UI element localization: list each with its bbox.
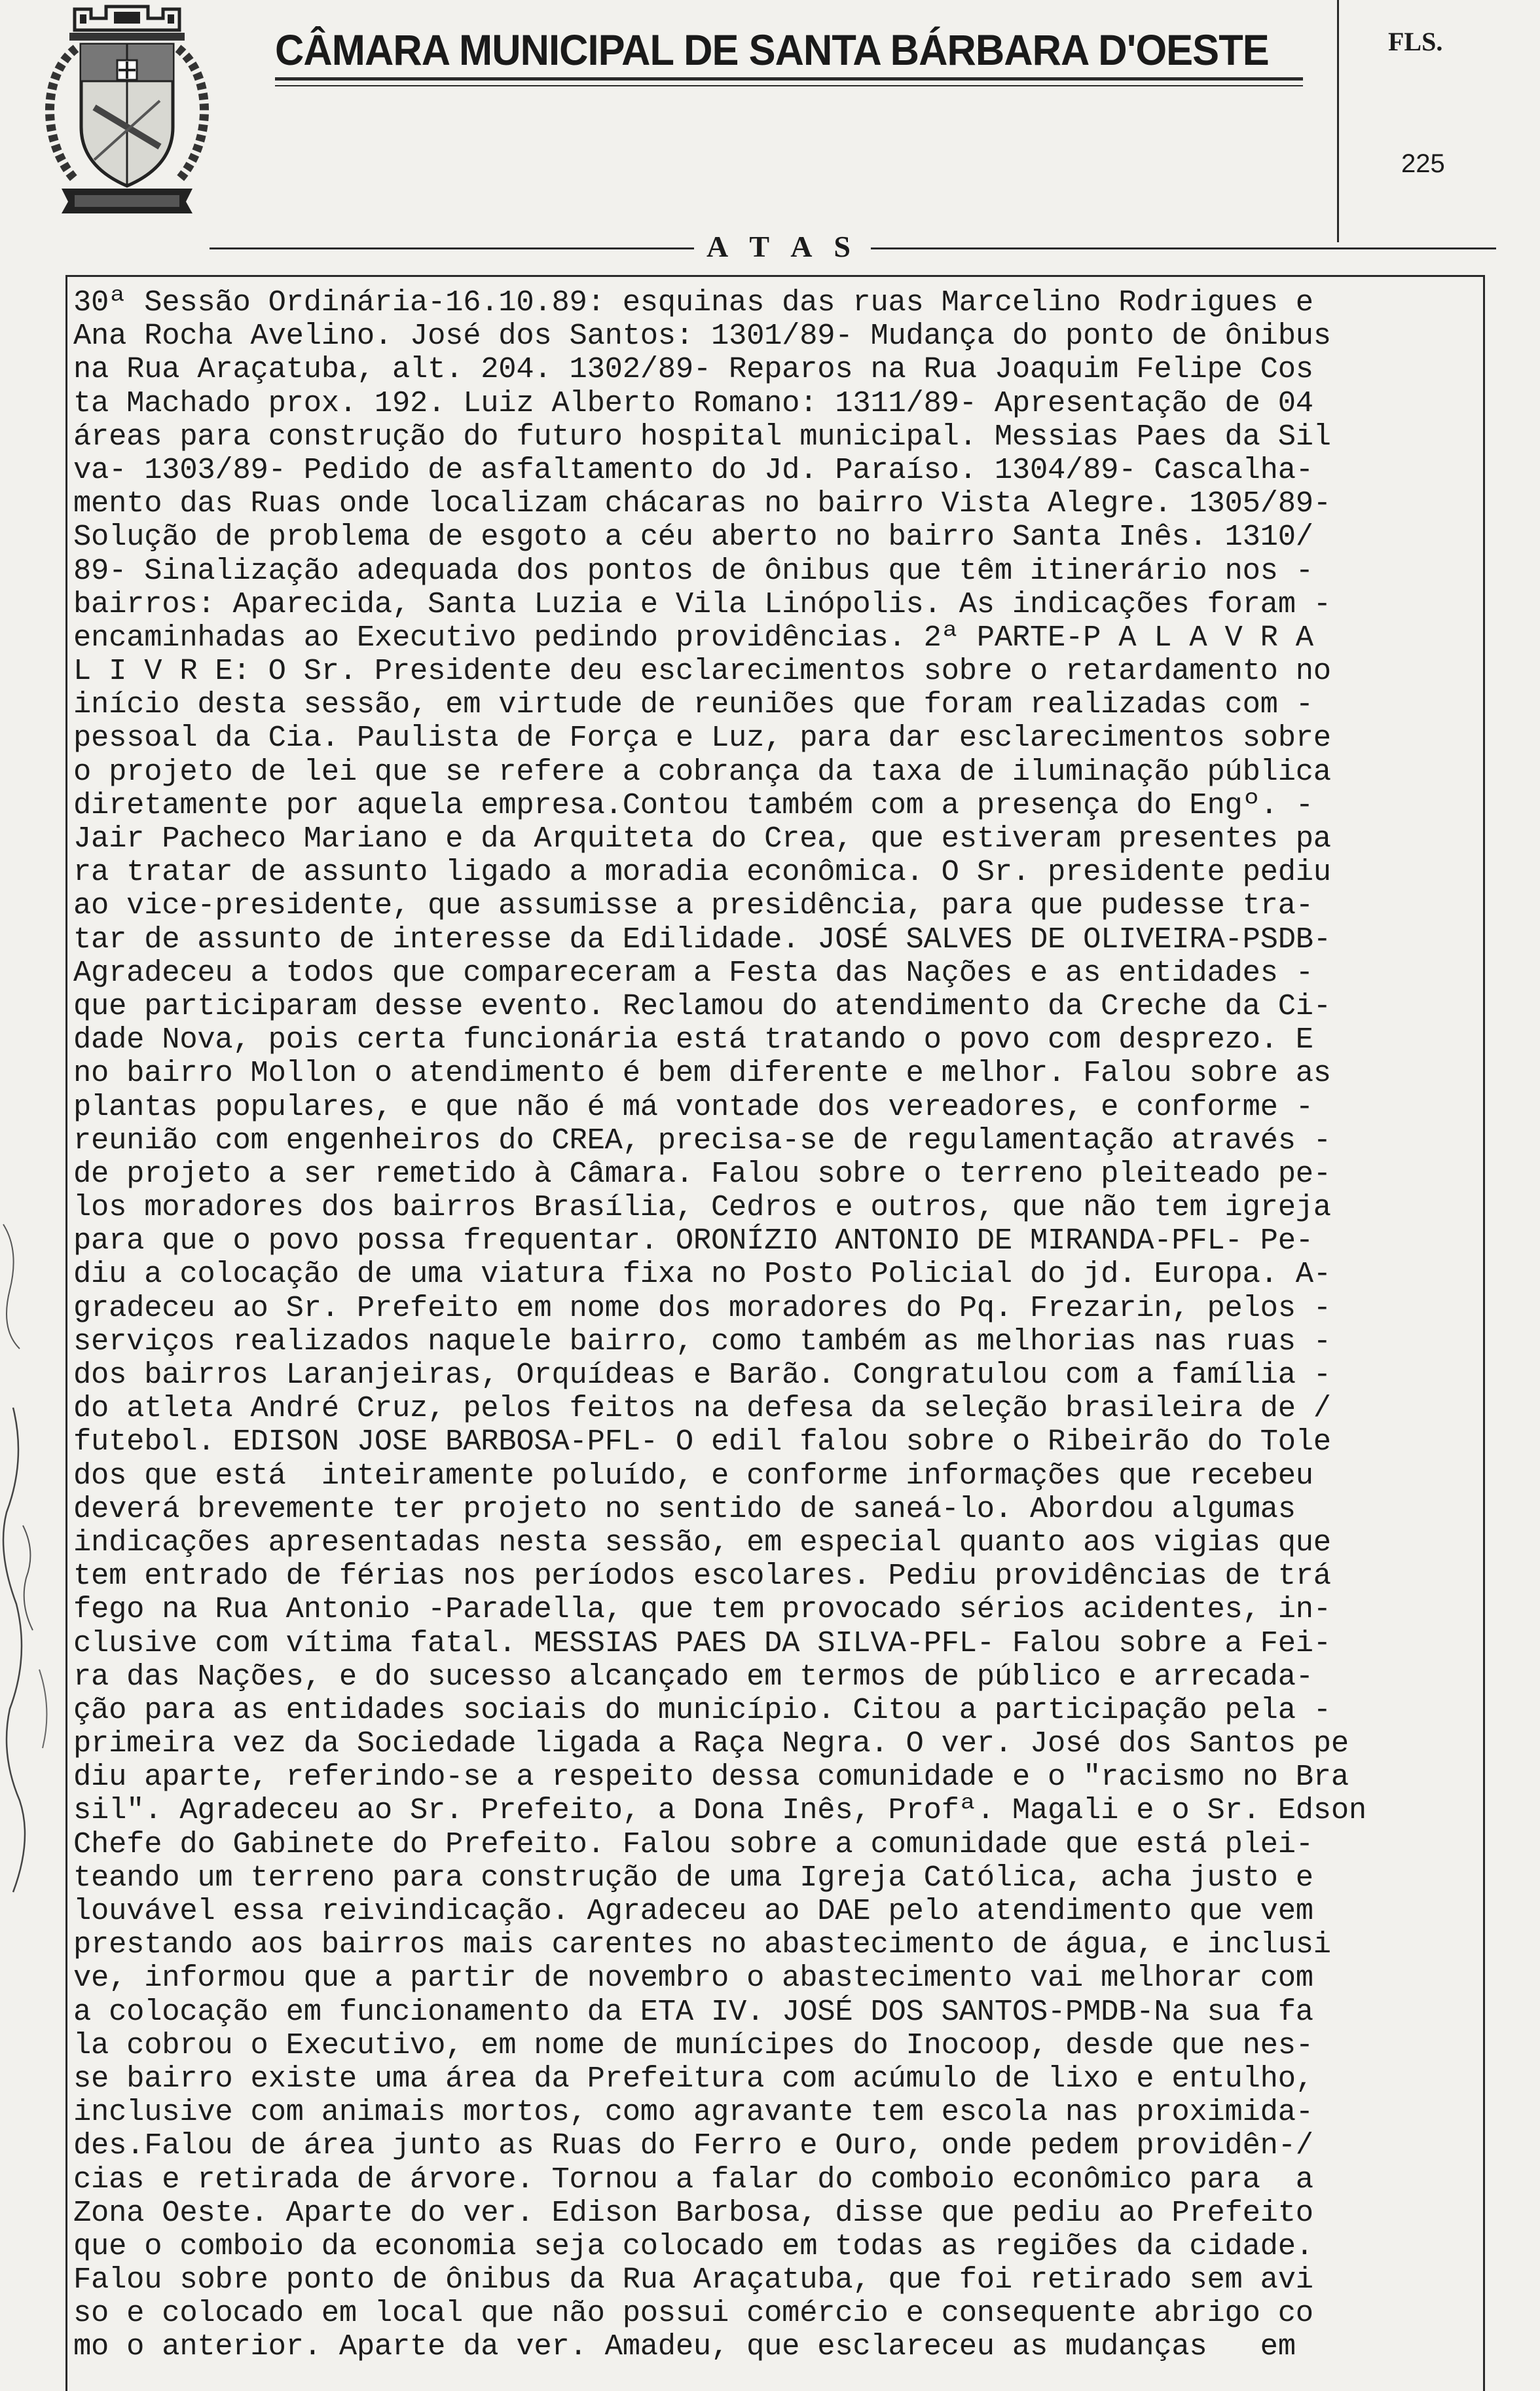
text-line: cias e retirada de árvore. Tornou a falar do comboio econômico para a: [73, 2162, 1313, 2197]
text-line: ra tratar de assunto ligado a moradia econômica. O Sr. presidente pediu: [73, 855, 1331, 890]
text-line: louvável essa reivindicação. Agradeceu ao DAE pelo atendimento que vem: [73, 1894, 1313, 1928]
coat-of-arms-emblem: [29, 3, 225, 219]
title-rule-thick: [275, 77, 1303, 81]
folio-label: FLS.: [1388, 27, 1443, 56]
text-line: mento das Ruas onde localizam chácaras no bairro Vista Alegre. 1305/89-: [73, 486, 1331, 521]
section-title: A T A S: [706, 230, 858, 263]
text-line: dade Nova, pois certa funcionária está tratando o povo com desprezo. E: [73, 1023, 1313, 1057]
text-line: diu a colocação de uma viatura fixa no Posto Policial do jd. Europa. A-: [73, 1257, 1331, 1292]
text-line: so e colocado em local que não possui comércio e consequente abrigo co: [73, 2296, 1313, 2331]
text-line: Zona Oeste. Aparte do ver. Edison Barbosa, disse que pediu ao Prefeito: [73, 2195, 1313, 2230]
text-line: sil". Agradeceu ao Sr. Prefeito, a Dona Inês, Profª. Magali e o Sr. Edson: [73, 1793, 1366, 1828]
text-line: prestando aos bairros mais carentes no abastecimento de água, e inclusi: [73, 1927, 1331, 1962]
text-line: encaminhadas ao Executivo pedindo providências. 2ª PARTE-P A L A V R A: [73, 620, 1313, 655]
text-line: para que o povo possa frequentar. ORONÍZIO ANTONIO DE MIRANDA-PFL- Pe-: [73, 1224, 1313, 1258]
text-line: ção para as entidades sociais do município. Citou a participação pela -: [73, 1692, 1331, 1727]
text-line: 30ª Sessão Ordinária-16.10.89: esquinas das ruas Marcelino Rodrigues e: [73, 285, 1313, 319]
text-line: indicações apresentadas nesta sessão, em especial quanto aos vigias que: [73, 1525, 1331, 1560]
text-line: la cobrou o Executivo, em nome de munícipes do Inocoop, desde que nes-: [73, 2028, 1313, 2062]
page-number: 225: [1401, 149, 1445, 178]
text-line: a colocação em funcionamento da ETA IV. JOSÉ DOS SANTOS-PMDB-Na sua fa: [73, 1994, 1313, 2029]
text-line: do atleta André Cruz, pelos feitos na defesa da seleção brasileira de /: [73, 1391, 1331, 1426]
text-line: fego na Rua Antonio -Paradella, que tem provocado sérios acidentes, in-: [73, 1592, 1331, 1627]
text-line: va- 1303/89- Pedido de asfaltamento do Jd. Paraíso. 1304/89- Cascalha-: [73, 452, 1313, 487]
text-line: gradeceu ao Sr. Prefeito em nome dos moradores do Pq. Frezarin, pelos -: [73, 1290, 1331, 1325]
text-line: inclusive com animais mortos, como agravante tem escola nas proximida-: [73, 2095, 1313, 2130]
text-line: Falou sobre ponto de ônibus da Rua Araçatuba, que foi retirado sem avi: [73, 2263, 1313, 2297]
section-rule-right: [871, 247, 1496, 249]
section-rule-left: [210, 247, 694, 249]
text-line: na Rua Araçatuba, alt. 204. 1302/89- Reparos na Rua Joaquim Felipe Cos: [73, 352, 1313, 387]
text-line: bairros: Aparecida, Santa Luzia e Vila Linópolis. As indicações foram -: [73, 587, 1331, 621]
text-line: clusive com vítima fatal. MESSIAS PAES DA SILVA-PFL- Falou sobre a Fei-: [73, 1626, 1331, 1660]
text-line: ta Machado prox. 192. Luiz Alberto Romano: 1311/89- Apresentação de 04: [73, 386, 1313, 420]
text-line: áreas para construção do futuro hospital municipal. Messias Paes da Sil: [73, 419, 1331, 454]
text-line: diu aparte, referindo-se a respeito dessa comunidade e o "racismo no Bra: [73, 1760, 1349, 1795]
header-divider: [1337, 0, 1339, 242]
institution-title: CÂMARA MUNICIPAL DE SANTA BÁRBARA D'OESTE: [275, 26, 1269, 74]
text-line: Chefe do Gabinete do Prefeito. Falou sobre a comunidade que está plei-: [73, 1827, 1313, 1861]
text-line: pessoal da Cia. Paulista de Força e Luz, para dar esclarecimentos sobre: [73, 721, 1331, 756]
text-line: tar de assunto de interesse da Edilidade. JOSÉ SALVES DE OLIVEIRA-PSDB-: [73, 922, 1331, 957]
text-line: ra das Nações, e do sucesso alcançado em termos de público e arrecada-: [73, 1659, 1313, 1694]
text-line: ve, informou que a partir de novembro o abastecimento vai melhorar com: [73, 1961, 1313, 1996]
text-line: los moradores dos bairros Brasília, Cedros e outros, que não tem igreja: [73, 1190, 1331, 1225]
text-line: plantas populares, e que não é má vontade dos vereadores, e conforme -: [73, 1089, 1313, 1124]
text-line: dos bairros Laranjeiras, Orquídeas e Barão. Congratulou com a família -: [73, 1358, 1331, 1392]
text-line: des.Falou de área junto as Ruas do Ferro e Ouro, onde pedem providên-/: [73, 2128, 1313, 2163]
text-line: tem entrado de férias nos períodos escolares. Pediu providências de trá: [73, 1559, 1331, 1594]
text-line: mo o anterior. Aparte da ver. Amadeu, que esclareceu as mudanças em: [73, 2329, 1296, 2364]
text-line: no bairro Mollon o atendimento é bem diferente e melhor. Falou sobre as: [73, 1056, 1331, 1091]
minutes-body: [73, 286, 1501, 2364]
text-line: teando um terreno para construção de uma Igreja Católica, acha justo e: [73, 1860, 1313, 1895]
text-line: reunião com engenheiros do CREA, precisa-se de regulamentação através -: [73, 1123, 1331, 1158]
text-line: Ana Rocha Avelino. José dos Santos: 1301/89- Mudança do ponto de ônibus: [73, 319, 1331, 354]
text-line: diretamente por aquela empresa.Contou também com a presença do Engº. -: [73, 788, 1313, 822]
text-line: primeira vez da Sociedade ligada a Raça Negra. O ver. José dos Santos pe: [73, 1726, 1349, 1761]
text-line: futebol. EDISON JOSE BARBOSA-PFL- O edil falou sobre o Ribeirão do Tole: [73, 1425, 1331, 1459]
text-line: que participaram desse evento. Reclamou do atendimento da Creche da Ci-: [73, 989, 1331, 1023]
text-line: de projeto a ser remetido à Câmara. Falou sobre o terreno pleiteado pe-: [73, 1156, 1331, 1191]
text-line: deverá brevemente ter projeto no sentido de saneá-lo. Abordou algumas: [73, 1491, 1296, 1526]
text-line: o projeto de lei que se refere a cobrança da taxa de iluminação pública: [73, 754, 1331, 789]
text-line: início desta sessão, em virtude de reuniões que foram realizadas com -: [73, 687, 1313, 722]
text-line: 89- Sinalização adequada dos pontos de ônibus que têm itinerário nos -: [73, 553, 1313, 588]
text-line: que o comboio da economia seja colocado em todas as regiões da cidade.: [73, 2229, 1313, 2263]
text-line: Jair Pacheco Mariano e da Arquiteta do Crea, que estiveram presentes pa: [73, 822, 1331, 856]
text-line: serviços realizados naquele bairro, como também as melhorias nas ruas -: [73, 1324, 1331, 1359]
text-line: se bairro existe uma área da Prefeitura com acúmulo de lixo e entulho,: [73, 2061, 1313, 2096]
margin-signature: [0, 1211, 72, 1931]
text-line: Agradeceu a todos que compareceram a Festa das Nações e as entidades -: [73, 955, 1313, 990]
text-line: ao vice-presidente, que assumisse a presidência, para que pudesse tra-: [73, 888, 1313, 923]
text-line: dos que está inteiramente poluído, e conforme informações que recebeu: [73, 1458, 1313, 1493]
title-rule-thin: [275, 85, 1303, 86]
text-line: L I V R E: O Sr. Presidente deu esclarecimentos sobre o retardamento no: [73, 654, 1331, 689]
text-line: Solução de problema de esgoto a céu aberto no bairro Santa Inês. 1310/: [73, 520, 1313, 555]
